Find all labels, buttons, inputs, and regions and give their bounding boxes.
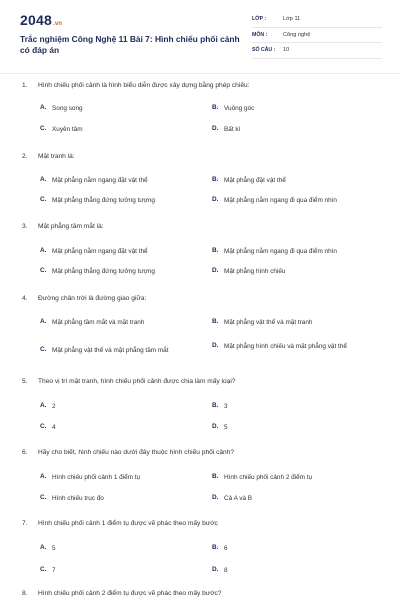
- option-text: Xuyên tâm: [52, 126, 83, 133]
- option-letter: B.: [212, 473, 219, 480]
- question-number: 7.: [22, 520, 28, 527]
- option-letter: C.: [40, 346, 47, 353]
- quiz-meta: [252, 12, 382, 59]
- answer-option[interactable]: [212, 104, 380, 114]
- meta-value: Lớp 11: [283, 16, 301, 23]
- option-text: Hình chiếu phối cảnh 2 điểm tụ: [224, 474, 313, 481]
- option-text: Mặt phẳng đặt vật thể: [224, 177, 286, 184]
- answer-option[interactable]: [212, 473, 380, 483]
- header-divider: [0, 73, 400, 74]
- option-text: 6: [224, 545, 228, 552]
- answer-option[interactable]: [40, 176, 208, 186]
- option-text: Mặt phẳng vật thể và mặt phẳng tầm mắt: [52, 347, 169, 354]
- option-letter: C.: [40, 125, 47, 132]
- answer-option[interactable]: [212, 125, 380, 135]
- option-text: Bất kì: [224, 126, 241, 133]
- answer-option[interactable]: [212, 342, 380, 352]
- option-letter: D.: [212, 267, 219, 274]
- option-letter: B.: [212, 176, 219, 183]
- question-number: 6.: [22, 449, 28, 456]
- option-text: 7: [52, 567, 56, 574]
- answer-option[interactable]: [40, 494, 208, 504]
- question-number: 1.: [22, 82, 28, 89]
- question-text: [22, 590, 222, 597]
- option-text: 5: [52, 545, 56, 552]
- option-letter: B.: [212, 104, 219, 111]
- meta-value: 10: [283, 47, 290, 54]
- option-letter: A.: [40, 176, 47, 183]
- meta-value: Công nghệ: [283, 31, 311, 38]
- question-label: Hình chiếu phối cảnh 2 điểm tụ được vẽ phác theo mấy bước?: [38, 590, 222, 597]
- option-letter: A.: [40, 318, 47, 325]
- option-text: Hình chiếu phối cảnh 1 điểm tụ: [52, 474, 141, 481]
- option-letter: D.: [212, 494, 219, 501]
- option-text: 3: [224, 403, 228, 410]
- option-text: Song song: [52, 105, 83, 112]
- answer-option[interactable]: [40, 473, 208, 483]
- option-letter: C.: [40, 267, 47, 274]
- answer-option[interactable]: [40, 196, 208, 206]
- answer-option[interactable]: [212, 267, 380, 277]
- option-text: Mặt phẳng hình chiếu: [224, 268, 286, 275]
- option-letter: D.: [212, 196, 219, 203]
- option-letter: B.: [212, 318, 219, 325]
- option-letter: D.: [212, 566, 219, 573]
- meta-row-count: [252, 43, 382, 59]
- question-text: [22, 82, 249, 89]
- option-letter: B.: [212, 544, 219, 551]
- option-text: Mặt phẳng nằm ngang đặt vật thể: [52, 177, 148, 184]
- option-letter: B.: [212, 247, 219, 254]
- question-text: [22, 378, 236, 385]
- question-text: [22, 520, 218, 527]
- meta-label: SỐ CÂU :: [252, 47, 276, 54]
- question-label: Đường chân trời là đường giao giữa:: [38, 295, 147, 302]
- answer-option[interactable]: [212, 544, 380, 554]
- option-text: Cả A và B: [224, 495, 253, 502]
- question-number: 2.: [22, 153, 28, 160]
- option-letter: A.: [40, 247, 47, 254]
- question-number: 4.: [22, 295, 28, 302]
- answer-option[interactable]: [212, 176, 380, 186]
- logo-text: 2048: [20, 12, 52, 28]
- answer-option[interactable]: [212, 402, 380, 412]
- option-text: Mặt phẳng thẳng đứng tưởng tượng: [52, 197, 155, 204]
- option-text: Mặt phẳng vật thể và mặt tranh: [224, 319, 313, 326]
- option-text: Mặt phẳng nằm ngang đi qua điểm nhìn: [224, 197, 337, 204]
- question-number: 5.: [22, 378, 28, 385]
- logo-suffix: .vn: [52, 21, 63, 27]
- site-logo[interactable]: [20, 12, 62, 28]
- option-letter: A.: [40, 473, 47, 480]
- option-text: 5: [224, 424, 228, 431]
- option-letter: D.: [212, 125, 219, 132]
- answer-option[interactable]: [40, 544, 208, 554]
- option-letter: D.: [212, 423, 219, 430]
- answer-option[interactable]: [212, 566, 380, 576]
- option-text: Mặt phẳng thẳng đứng tưởng tượng: [52, 268, 155, 275]
- meta-row-class: [252, 12, 382, 28]
- answer-option[interactable]: [212, 494, 380, 504]
- question-label: Mặt tranh là:: [38, 153, 75, 160]
- meta-label: LỚP :: [252, 16, 267, 23]
- answer-option[interactable]: [40, 346, 208, 356]
- meta-label: MÔN :: [252, 31, 268, 38]
- option-text: Mặt phẳng hình chiếu và mặt phẳng vật thể: [224, 343, 347, 350]
- option-text: 8: [224, 567, 228, 574]
- option-letter: A.: [40, 402, 47, 409]
- option-letter: B.: [212, 402, 219, 409]
- question-label: Hình chiếu phối cảnh 1 điểm tụ được vẽ phác theo mấy bước: [38, 520, 218, 527]
- answer-option[interactable]: [40, 566, 208, 576]
- answer-option[interactable]: [40, 125, 208, 135]
- answer-option[interactable]: [40, 423, 208, 433]
- question-number: 3.: [22, 223, 28, 230]
- option-letter: C.: [40, 566, 47, 573]
- question-label: Theo vị trí mặt tranh, hình chiếu phối cảnh được chia làm mấy loại?: [38, 378, 236, 385]
- option-letter: C.: [40, 494, 47, 501]
- page-title: Trắc nghiệm Công Nghệ 11 Bài 7: Hình chiếu phối cảnh có đáp án: [20, 34, 240, 55]
- answer-option[interactable]: [40, 104, 208, 114]
- option-text: Vuông góc: [224, 105, 255, 112]
- question-number: 8.: [22, 590, 28, 597]
- option-text: 4: [52, 424, 56, 431]
- page-header: [0, 0, 400, 70]
- question-text: [22, 295, 146, 302]
- option-text: Mặt phẳng tầm mắt và mặt tranh: [52, 319, 145, 326]
- option-letter: C.: [40, 423, 47, 430]
- question-text: [22, 223, 104, 230]
- option-letter: A.: [40, 104, 47, 111]
- option-text: Mặt phẳng nằm ngang đi qua điểm nhìn: [224, 248, 337, 255]
- question-text: [22, 449, 234, 456]
- answer-option[interactable]: [212, 318, 380, 328]
- answer-option[interactable]: [40, 247, 208, 257]
- option-letter: A.: [40, 544, 47, 551]
- meta-row-subject: [252, 28, 382, 44]
- question-label: Hình chiếu phối cảnh là hình biểu diễn được xây dựng bằng phép chiếu:: [38, 82, 250, 89]
- answer-option[interactable]: [40, 318, 208, 328]
- option-text: Mặt phẳng nằm ngang đặt vật thể: [52, 248, 148, 255]
- question-label: Mặt phẳng tầm mắt là:: [38, 223, 104, 230]
- question-label: Hãy cho biết, hình chiếu nào dưới đây thuộc hình chiếu phối cảnh?: [38, 449, 235, 456]
- answer-option[interactable]: [40, 402, 208, 412]
- option-letter: D.: [212, 342, 219, 349]
- option-text: Hình chiếu trục đo: [52, 495, 104, 502]
- answer-option[interactable]: [212, 423, 380, 433]
- option-letter: C.: [40, 196, 47, 203]
- answer-option[interactable]: [212, 247, 380, 257]
- answer-option[interactable]: [40, 267, 208, 277]
- option-text: 2: [52, 403, 56, 410]
- question-text: [22, 153, 75, 160]
- answer-option[interactable]: [212, 196, 380, 206]
